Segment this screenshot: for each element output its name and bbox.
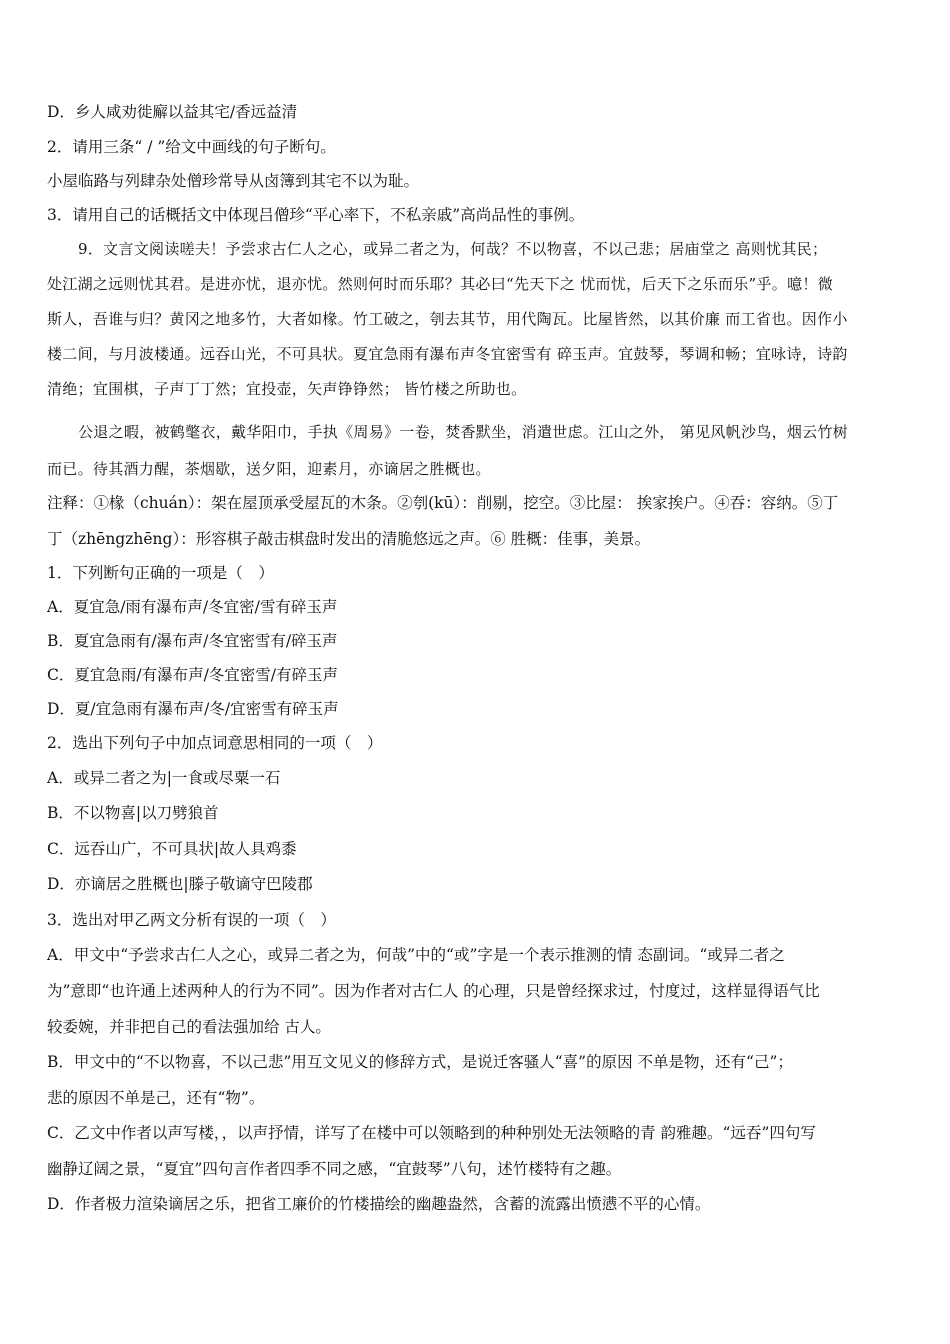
passage-line-4: 楼二间，与月波楼通。远吞山光，不可具状。夏宜急雨有瀑布声冬宜密雪有 碎玉声。宜鼓琴，琴调和畅；宜咏诗，诗韵	[47, 345, 848, 363]
passage-line-6: 公退之暇，被鹤氅衣，戴华阳巾，手执《周易》一卷，焚香默坐，消遣世虑。江山之外， 第见风帆沙鸟，烟云竹树	[78, 423, 849, 441]
q1-option-a: A．夏宜急/雨有瀑布声/冬宜密/雪有碎玉声	[47, 598, 338, 616]
sentence-line: 小屋临路与列肆杂处僧珍常导从卤簿到其宅不以为耻。	[47, 172, 420, 190]
q3-option-a-line-2: 为”意即“也许通上述两种人的行为不同”。因为作者对古仁人 的心理，只是曾经探求过，忖度过，这样显得语气比	[47, 982, 820, 1000]
q2-option-c: C．远吞山广，不可具状|故人具鸡黍	[47, 840, 297, 858]
q1-option-b: B．夏宜急雨有/瀑布声/冬宜密雪有/碎玉声	[47, 632, 338, 650]
q3-option-c-line-1: C．乙文中作者以声写楼，，以声抒情，详写了在楼中可以领略到的种种别处无法领略的青 韵雅趣。“远吞”四句写	[47, 1124, 816, 1142]
q3-option-b-line-2: 悲的原因不单是己，还有“物”。	[47, 1089, 265, 1107]
passage-line-7: 而已。待其酒力醒，茶烟歇，送夕阳，迎素月，亦谪居之胜概也。	[47, 460, 491, 478]
q3-stem: 3．选出对甲乙两文分析有误的一项（ ）	[47, 911, 336, 929]
q2-stem: 2．选出下列句子中加点词意思相同的一项（ ）	[47, 734, 383, 752]
passage-line-2: 处江湖之远则忧其君。是进亦忧，退亦忧。然则何时而乐耶？其必曰“先天下之 忧而忧，后天下之乐而乐”乎。噫！微	[47, 275, 834, 293]
q2-option-a: A．或异二者之为|一食或尽粟一石	[47, 769, 281, 787]
q2-option-d: D．亦谪居之胜概也|滕子敬谪守巴陵郡	[47, 875, 313, 893]
option-d-line: D．乡人咸劝徙廨以益其宅/香远益清	[47, 103, 298, 121]
q1-stem: 1．下列断句正确的一项是（ ）	[47, 564, 274, 582]
q3-option-a-line-1: A．甲文中“予尝求古仁人之心，或异二者之为，何哉”中的“或”字是一个表示推测的情 态副词。“或异二者之	[47, 946, 785, 964]
q3-option-b-line-1: B．甲文中的“不以物喜，不以己悲”用互文见义的修辞方式，是说迁客骚人“喜”的原因 不单是物，还有“己”；	[47, 1053, 793, 1071]
annotation-line-2: 丁（zhēngzhēng）：形容棋子敲击棋盘时发出的清脆悠远之声。⑥ 胜概：佳事，美景。	[47, 530, 651, 548]
annotation-line-1: 注释：①椽（chuán）：架在屋顶承受屋瓦的木条。②刳(kū）：削剔，挖空。③比屋： 挨家挨户。④吞：容纳。⑤丁	[47, 494, 839, 512]
passage-line-3: 斯人，吾谁与归？黄冈之地多竹，大者如椽。竹工破之，刳去其节，用代陶瓦。比屋皆然，以其价廉 而工省也。因作小	[47, 310, 848, 328]
passage-line-1: 9．文言文阅读嗟夫！予尝求古仁人之心，或异二者之为，何哉？不以物喜，不以己悲；居庙堂之 高则忧其民；	[78, 240, 828, 258]
q1-option-c: C．夏宜急雨/有瀑布声/冬宜密雪/有碎玉声	[47, 666, 339, 684]
q2-option-b: B．不以物喜|以刀劈狼首	[47, 804, 219, 822]
q1-option-d: D．夏/宜急雨有瀑布声/冬/宜密雪有碎玉声	[47, 700, 339, 718]
question-2-line: 2．请用三条“ / ”给文中画线的句子断句。	[47, 138, 336, 156]
question-3-line: 3．请用自己的话概括文中体现吕僧珍“平心率下，不私亲戚”高尚品性的事例。	[47, 206, 585, 224]
q3-option-c-line-2: 幽静辽阔之景，“夏宜”四句言作者四季不同之感，“宜鼓琴”八句，述竹楼特有之趣。	[47, 1160, 622, 1178]
q3-option-d-line: D．作者极力渲染谪居之乐，把省工廉价的竹楼描绘的幽趣盎然，含蓄的流露出愤懑不平的心情。	[47, 1195, 711, 1213]
q3-option-a-line-3: 较委婉，并非把自己的看法强加给 古人。	[47, 1018, 331, 1036]
passage-line-5: 清绝；宜围棋，子声丁丁然；宜投壶，矢声铮铮然； 皆竹楼之所助也。	[47, 380, 527, 398]
